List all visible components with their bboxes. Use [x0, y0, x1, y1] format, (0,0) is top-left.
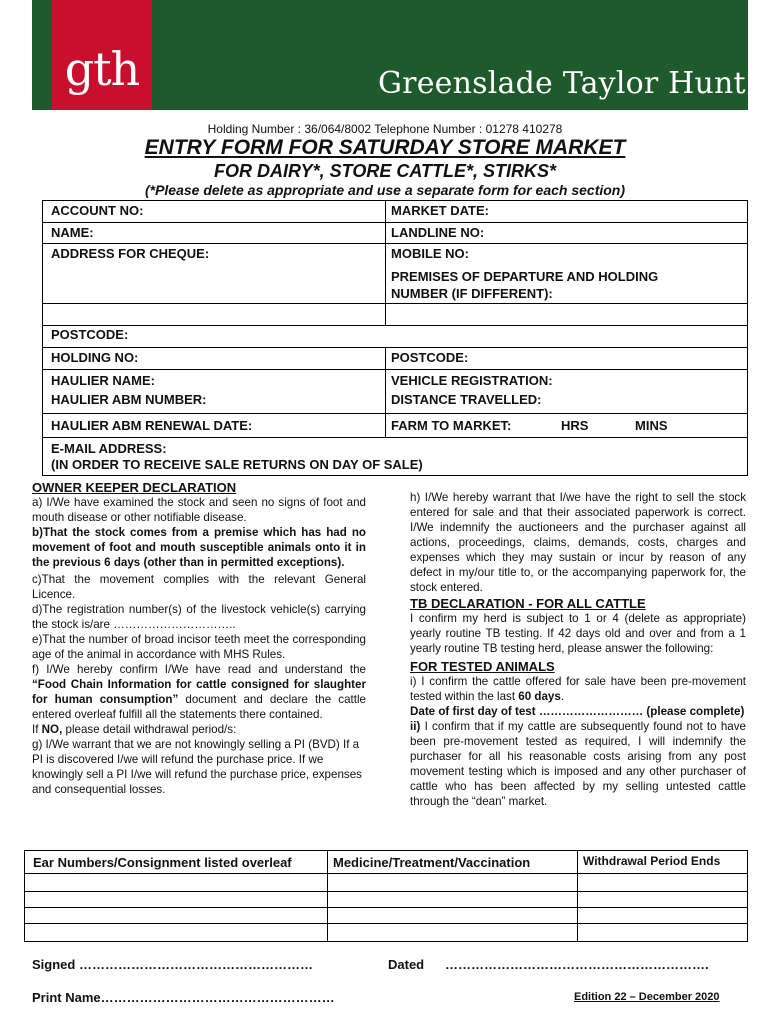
landline-label[interactable]: LANDLINE NO:: [391, 225, 485, 240]
decl-i: i) I confirm the cattle offered for sale have been pre-movement tested within the last 60 days.: [410, 675, 746, 703]
holding-line: Holding Number : 36/064/8002 Telephone Number : 01278 410278: [207, 122, 563, 136]
postcode-right-label[interactable]: POSTCODE:: [391, 350, 469, 365]
email-note: (IN ORDER TO RECEIVE SALE RETURNS ON DAY OF SALE): [51, 457, 423, 472]
print-name-field[interactable]: Print Name………………………………………………: [32, 990, 335, 1005]
form-title: ENTRY FORM FOR SATURDAY STORE MARKET: [144, 136, 626, 159]
decl-b: b)That the stock comes from a premise which has had no movement of foot and mouth susceptible animals onto it in the previous 6 days (other than in permitted exceptions).: [32, 526, 366, 569]
details-grid: [42, 200, 748, 476]
gth-logo: [52, 0, 152, 110]
form-subtitle: FOR DAIRY*, STORE CATTLE*, STIRKS*: [213, 161, 557, 181]
form-instruction: (*Please delete as appropriate and use a separate form for each section): [144, 182, 626, 198]
owner-heading: OWNER KEEPER DECLARATION: [32, 480, 237, 495]
owner-declaration: [32, 480, 366, 797]
withdrawal-header: Withdrawal Period Ends: [583, 854, 721, 868]
dated-field[interactable]: …………………………………………………….: [445, 957, 709, 972]
decl-f: f) I/We hereby confirm I/We have read and understand the “Food Chain Information for cattle consigned for slaughter for human consumption” document and declare the cattle entered overleaf fulfill all the statements there contained.: [32, 663, 366, 721]
tb-text: I confirm my herd is subject to 1 or 4 (delete as appropriate) yearly routine TB testing. If 42 days old and over and from a 1 yearly routine TB testing herd, please answer the following:: [410, 612, 746, 655]
right-declaration: [410, 490, 746, 809]
decl-no: If NO, please detail withdrawal period/s:: [32, 723, 237, 736]
holding-no-label[interactable]: HOLDING NO:: [51, 350, 139, 365]
decl-e: e)That the number of broad incisor teeth meet the corresponding age of the animal in accordance with MHS Rules.: [32, 633, 366, 661]
address-label[interactable]: ADDRESS FOR CHEQUE:: [51, 246, 210, 261]
distance-label[interactable]: DISTANCE TRAVELLED:: [391, 392, 542, 407]
name-label[interactable]: NAME:: [51, 225, 94, 240]
haulier-abm-label[interactable]: HAULIER ABM NUMBER:: [51, 392, 207, 407]
decl-d: d)The registration number(s) of the livestock vehicle(s) carrying the stock is/are …………………………..: [32, 603, 366, 631]
farm-to-market-label[interactable]: FARM TO MARKET:: [391, 418, 512, 433]
decl-g: g) I/We warrant that we are not knowingly selling a PI (BVD) If a PI is discovered I/we will refund the purchase price. If we knowingly sell a PI I/we will refund the purchase price, expenses and consequential losses.: [32, 738, 362, 796]
dated-label: Dated: [388, 957, 425, 972]
ear-numbers-header: Ear Numbers/Consignment listed overleaf: [33, 855, 292, 870]
haulier-name-label[interactable]: HAULIER NAME:: [51, 373, 155, 388]
date-of-test[interactable]: Date of first day of test ……………………… (please complete): [410, 705, 745, 718]
brand-name: Greenslade Taylor Hunt: [378, 66, 746, 101]
premises-label-2: NUMBER (IF DIFFERENT):: [391, 286, 553, 301]
email-label[interactable]: E-MAIL ADDRESS:: [51, 441, 167, 456]
signed-field[interactable]: Signed ………………………………………………: [32, 957, 313, 972]
tested-heading: FOR TESTED ANIMALS: [410, 659, 555, 674]
haulier-renewal-label[interactable]: HAULIER ABM RENEWAL DATE:: [51, 418, 253, 433]
decl-a: a) I/We have examined the stock and seen no signs of foot and mouth disease or other notifiable disease.: [32, 496, 366, 524]
decl-c: c)That the movement complies with the relevant General Licence.: [32, 573, 366, 601]
tb-heading: TB DECLARATION - FOR ALL CATTLE: [410, 596, 646, 611]
consignment-table: [24, 850, 748, 942]
decl-h: h) I/We hereby warrant that I/we have the right to sell the stock entered for sale and that their associated paperwork is correct. I/We indemnify the auctioneers and the purchaser against all actions, proceedings, claims, demands, costs, charges and expenses which they may sustain or incur by reason of any defect in my/our title to, or the accompanying paperwork for, the stock entered.: [410, 491, 746, 594]
mobile-label[interactable]: MOBILE NO:: [391, 246, 469, 261]
hrs-label: HRS: [561, 418, 589, 433]
market-date-label[interactable]: MARKET DATE:: [391, 203, 489, 218]
edition-label: Edition 22 – December 2020: [574, 991, 720, 1003]
mins-label: MINS: [635, 418, 668, 433]
premises-label-1[interactable]: PREMISES OF DEPARTURE AND HOLDING: [391, 269, 659, 284]
vehicle-reg-label[interactable]: VEHICLE REGISTRATION:: [391, 373, 553, 388]
postcode-left-label[interactable]: POSTCODE:: [51, 327, 129, 342]
medicine-header: Medicine/Treatment/Vaccination: [333, 855, 531, 870]
account-no-label[interactable]: ACCOUNT NO:: [51, 203, 144, 218]
logo-text: gth: [64, 42, 140, 96]
decl-ii: ii) I confirm that if my cattle are subsequently found not to have been pre-movement tested as required, I will indemnify the purchaser for all his reasonable costs arising from any post movement testing which is imposed and any other purchaser of cattle who has been affected by my selling untested cattle through the “dean” market.: [410, 720, 746, 808]
